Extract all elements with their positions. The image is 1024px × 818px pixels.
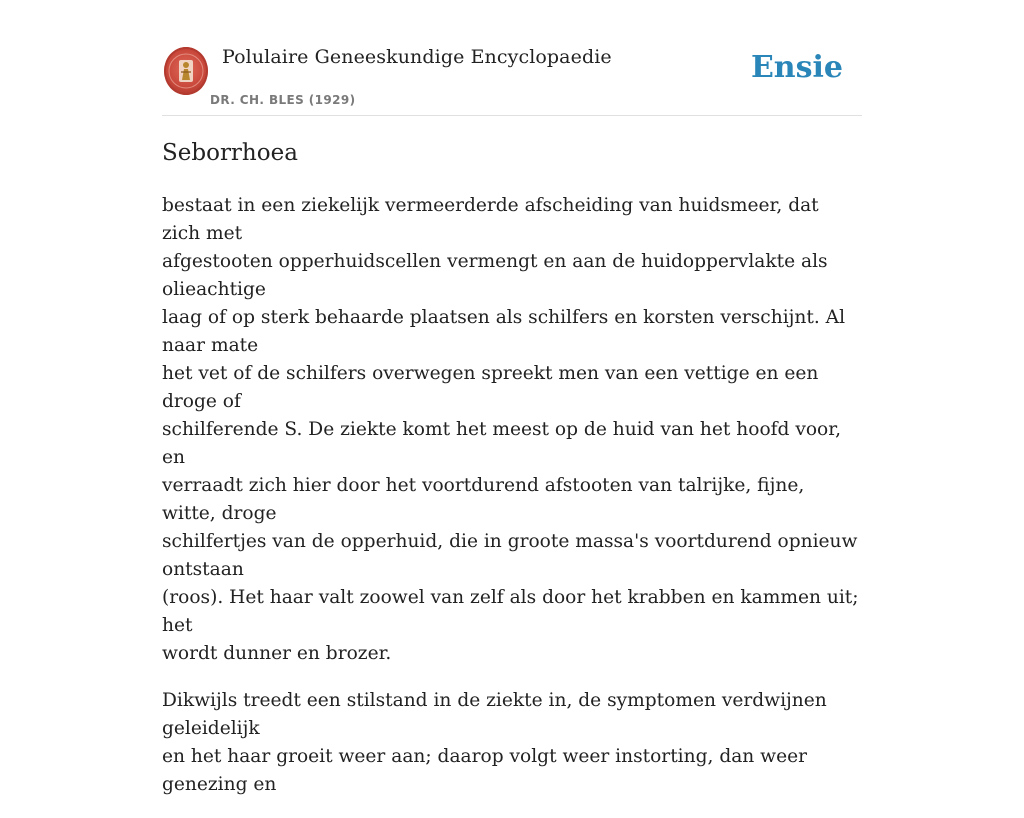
book-title[interactable]: Polulaire Geneeskundige Encyclopaedie [222, 46, 612, 68]
encyclopedia-seal-icon[interactable] [164, 47, 208, 95]
body-paragraph-1: bestaat in een ziekelijk vermeerderde afscheiding van huidsmeer, dat zich met afgestooten opperhuidscellen vermengt en aan de huidoppervlakte als olieachtige laag of op sterk behaarde plaatsen als schilfers en korsten verschijnt. Al naar mate het vet of de schilfers overwegen spreekt men van een vettige en een droge of schilferende S. De ziekte komt het meest op de huid van het hoofd voor, en verraadt zich hier door het voortdurend afstooten van talrijke, fijne, witte, droge schilfertjes van de opperhuid, die in groote massa's voortdurend opnieuw ontstaan (roos). Het haar valt zoowel van zelf als door het krabben en kammen uit; het wordt dunner en brozer. [162, 195, 859, 664]
ensie-brand-logo[interactable]: Ensie [750, 50, 843, 85]
book-author: DR. CH. BLES (1929) [210, 93, 356, 107]
entry-body [162, 192, 862, 818]
page [162, 0, 862, 795]
entry-title: Seborrhoea [162, 140, 298, 166]
body-paragraph-2: Dikwijls treedt een stilstand in de ziekte in, de symptomen verdwijnen geleidelijk en het haar groeit weer aan; daarop volgt weer instorting, dan weer genezing en [162, 690, 827, 795]
header [162, 0, 862, 116]
